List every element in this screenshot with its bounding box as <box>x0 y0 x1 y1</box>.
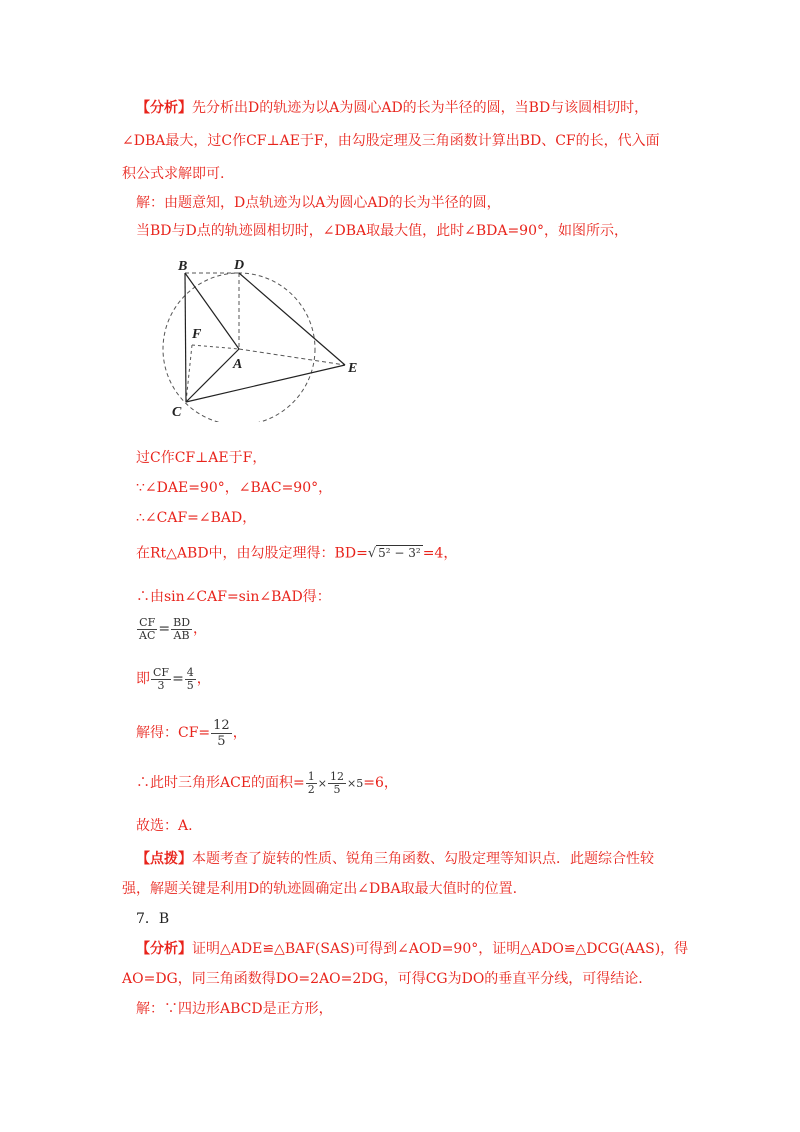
analysis-1-text-1: 先分析出D的轨迹为以A为圆心AD的长为半径的圆，当BD与该圆相切时， <box>192 100 649 116</box>
fraction-cf-ac <box>137 617 157 642</box>
denominator: 3 <box>157 678 165 692</box>
denominator: 5 <box>333 782 341 796</box>
numerator: 12 <box>213 717 230 733</box>
fraction-12-5-b <box>328 771 346 796</box>
analysis-2-tag: 【分析】 <box>136 941 192 957</box>
denominator: AB <box>173 628 190 642</box>
analysis-1-line-3: 积公式求解即可. <box>122 166 225 182</box>
fraction-4-5 <box>185 667 196 692</box>
comma: ， <box>193 621 208 637</box>
label-e: E <box>348 361 358 376</box>
fraction-bd-ab <box>171 617 192 642</box>
denominator: 5 <box>217 733 226 749</box>
numerator: CF <box>137 617 157 630</box>
step-2: ∵∠DAE=90°，∠BAC=90°， <box>136 480 333 496</box>
solution-1-line-2: 当BD与D点的轨迹圆相切时，∠DBA取最大值，此时∠BDA=90°，如图所示， <box>136 223 628 239</box>
step-9 <box>136 766 690 801</box>
numerator: CF <box>153 665 170 679</box>
equals-sign: = <box>172 671 184 687</box>
numerator: 1 <box>307 769 315 783</box>
label-f: F <box>192 327 202 342</box>
analysis-1-line-2: ∠DBA最大，过C作CF⊥AE于F，由勾股定理及三角函数计算出BD、CF的长，代入面 <box>122 133 660 149</box>
equals-sign: = <box>158 621 171 637</box>
label-b: B <box>178 259 188 274</box>
comma: ， <box>232 725 247 741</box>
fraction-12-5 <box>211 718 232 749</box>
analysis-2-line-1 <box>136 939 690 959</box>
sqrt-radicand: 5² − 3² <box>378 546 421 560</box>
comment-tag: 【点拨】 <box>136 851 192 867</box>
comment-line-1 <box>136 849 690 869</box>
label-d: D <box>234 258 245 273</box>
step-10: 故选：A. <box>136 818 193 834</box>
fraction-cf-3 <box>151 667 171 692</box>
analysis-2-line-2: AO=DG，同三角函数得DO=2AO=2DG，可得CG为DO的垂直平分线，可得结论. <box>122 971 643 987</box>
comment-text-1: 本题考查了旋转的性质、锐角三角函数、勾股定理等知识点．此题综合性较 <box>192 851 654 867</box>
comma: ， <box>196 671 211 687</box>
analysis-tag: 【分析】 <box>136 100 192 116</box>
step-6 <box>136 612 690 646</box>
sqrt-expression: √ 5² − 3² <box>367 546 421 561</box>
times-five: ×5 <box>347 777 364 790</box>
step-4-suffix: =4， <box>422 545 458 562</box>
denominator: 2 <box>307 782 315 796</box>
segment-ce <box>186 365 345 402</box>
label-c: C <box>172 405 182 420</box>
segment-fa <box>192 345 239 349</box>
analysis-1-line-1 <box>136 98 690 118</box>
step-4-prefix: 在Rt△ABD中，由勾股定理得：BD= <box>136 545 368 562</box>
denominator: AC <box>139 628 156 642</box>
step-8 <box>136 714 690 752</box>
fraction-1-2 <box>306 771 317 796</box>
solution-1-line-1: 解：由题意知，D点轨迹为以A为圆心AD的长为半径的圆， <box>136 195 501 211</box>
area-result: =6， <box>363 775 398 791</box>
numerator: 4 <box>186 665 194 679</box>
label-a: A <box>233 357 243 372</box>
comment-line-2: 强，解题关键是利用D的轨迹圆确定出∠DBA取最大值时的位置. <box>122 881 518 897</box>
geometry-figure <box>150 252 370 422</box>
segment-bc <box>185 273 186 402</box>
times-sign: × <box>317 777 327 790</box>
denominator: 5 <box>186 678 194 692</box>
segment-cf <box>186 345 192 402</box>
numerator: BD <box>173 615 191 629</box>
step-8-prefix: 解得：CF= <box>136 725 211 741</box>
step-5: ∴由sin∠CAF=sin∠BAD得： <box>136 589 331 605</box>
step-3: ∴∠CAF=∠BAD， <box>136 510 257 526</box>
step-7 <box>136 662 690 696</box>
numerator: 12 <box>330 769 344 783</box>
solution-2-line-1: 解：∵四边形ABCD是正方形， <box>136 1001 333 1017</box>
question-7-answer: 7．B <box>136 911 170 927</box>
step-1: 过C作CF⊥AE于F， <box>136 450 267 466</box>
step-7-prefix: 即 <box>136 671 150 687</box>
step-9-prefix: ∴此时三角形ACE的面积= <box>136 775 305 791</box>
segment-ca <box>186 349 239 402</box>
step-4 <box>136 540 690 567</box>
analysis-2-text-1: 证明△ADE≌△BAF(SAS)可得到∠AOD=90°，证明△ADO≌△DCG(AAS)，得 <box>192 941 689 957</box>
